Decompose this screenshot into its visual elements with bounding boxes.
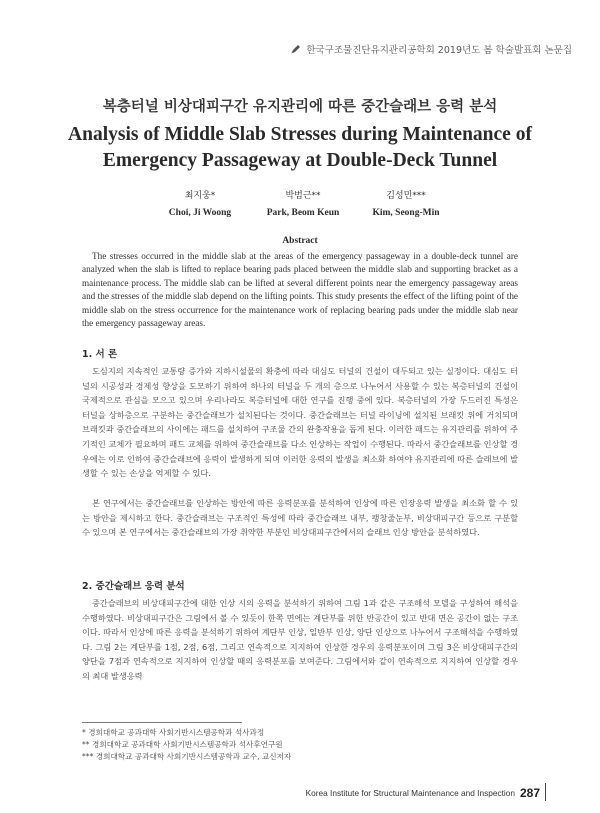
- footnote-divider: [82, 722, 242, 723]
- abstract-heading: Abstract: [282, 236, 318, 246]
- section-heading-introduction: 1. 서 론: [82, 349, 118, 360]
- footnote: *** 경희대학교 공과대학 사회기반시스템공학과 교수, 교신저자: [82, 752, 292, 761]
- footnotes: [82, 727, 291, 763]
- title-english: Analysis of Middle Slab Stresses during Maintenance of Emergency Passageway at Double-Deck Tunnel: [68, 124, 532, 171]
- author-name-kr: 김성민***: [386, 191, 426, 201]
- section-heading-analysis: 2. 중간슬래브 응력 분석: [82, 581, 185, 592]
- author-3: [326, 188, 486, 222]
- author-name-kr: 박범근**: [285, 191, 321, 201]
- page-footer: [306, 786, 540, 800]
- author-name-kr: 최지웅*: [184, 191, 216, 201]
- pen-nib-icon: [290, 44, 301, 55]
- title-korean: 복층터널 비상대피구간 유지관리에 따른 중간슬래브 응력 분석: [102, 98, 498, 115]
- running-header: [290, 42, 572, 56]
- body-paragraph: 도심지의 지속적인 교통량 증가와 지하시설물의 확충에 따라 대심도 터널의 건설이 대두되고 있는 실정이다. 대심도 터널의 시공성과 경제성 향상을 도모하기 위하여 하나의 터널을 두 개의 층으로 나누어서 사용할 수 있는 복층터널의 건설이 국제적으로 관심을 모으고 있으며 우리나라도 복층터널에 대한 연구를 진행 중에 있다. 복층터널의 가장 두드러진 특성은 터널을 상하층으로 구분하는 중간슬래브가 설치된다는 것이다. 중간슬래브는 터널 라이닝에 설치된 브래킷 위에 거치되며 브래킷과 중간슬래브의 사이에는 패드를 설치하여 구조물 간의 완충작용을 돕게 된다. 이러한 패드는 유지관리를 위하여 주기적인 교체가 필요하며 패드 교체를 위하여 중간슬래브를 다소 인상하는 작업이 수행된다. 따라서 중간슬래브를 인상할 경우에는 이로 인하여 중간슬래브에 응력이 발생하게 되며 이러한 응력의 발생을 최소화 하여야 유지관리에 따른 슬래브에 발생할 수 있는 손상을 억제할 수 있다.: [82, 366, 518, 479]
- body-paragraph: 본 연구에서는 중간슬래브를 인상하는 방안에 따른 응력분포를 분석하여 인상에 따른 인장응력 발생을 최소화 할 수 있는 방안을 제시하고 한다. 중간슬래브는 구조적인 특성에 따라 중간슬래브 내부, 팽창줄눈부, 비상대피구간 등으로 구분할 수 있으며 본 연구에서는 중간슬래브의 가장 취약한 부분인 비상대피구간에서의 슬래브 인상 방안을 분석하였다.: [82, 498, 518, 538]
- footnote: * 경희대학교 공과대학 사회기반시스템공학과 석사과정: [82, 728, 265, 737]
- body-paragraph: 중간슬래브의 비상대피구간에 대한 인상 시의 응력을 분석하기 위하여 그림 1과 같은 구조해석 모델을 구성하여 해석을 수행하였다. 비상대피구간은 그림에서 볼 수 있듯이 한쪽 면에는 계단부를 위한 반공간이 있고 반대 면은 공간이 없는 구조이다. 따라서 인상에 따른 응력을 분석하기 위하여 계단부 인상, 일반부 인상, 양단 인상으로 나누어서 구조해석을 수행하였다. 그림 2는 계단부를 1점, 2점, 6점, 그리고 연속적으로 지지하여 인상한 경우의 응력분포이며 그림 3은 비상대피구간의 양단을 7점과 연속적으로 지지하여 인상할 때의 응력분포를 보여준다. 그림에서와 같이 연속적으로 지지하여 인상할 경우의 최대 발생응력: [82, 598, 518, 681]
- author-name-en: Choi, Ji Woong: [168, 208, 232, 218]
- footer-institute: Korea Institute for Structural Maintenance and Inspection: [305, 788, 515, 798]
- footnote: ** 경희대학교 공과대학 사회기반시스템공학과 석사후연구원: [82, 740, 283, 749]
- author-name-en: Kim, Seong-Min: [372, 208, 440, 218]
- page-number: 287: [519, 786, 540, 800]
- author-name-en: Park, Beom Keun: [266, 208, 340, 218]
- footer-divider: [545, 783, 546, 801]
- journal-name: 한국구조물진단유지관리공학회 2019년도 봄 학술발표회 논문집: [306, 45, 572, 56]
- abstract-text: The stresses occurred in the middle slab at the areas of the emergency passageway in a double-deck tunnel are analyzed when the slab is lifted to replace bearing pads placed between the middle slab and supporting bracket as a maintenance process. The middle slab can be lifted at several different points near the emergency passageway areas and the stresses of the middle slab depend on the lifting points. This study presents the effect of the lifting point of the middle slab on the stress occurrence for the maintenance work of replacing bearing pads under the middle slab near the emergency passageway areas.: [82, 251, 518, 329]
